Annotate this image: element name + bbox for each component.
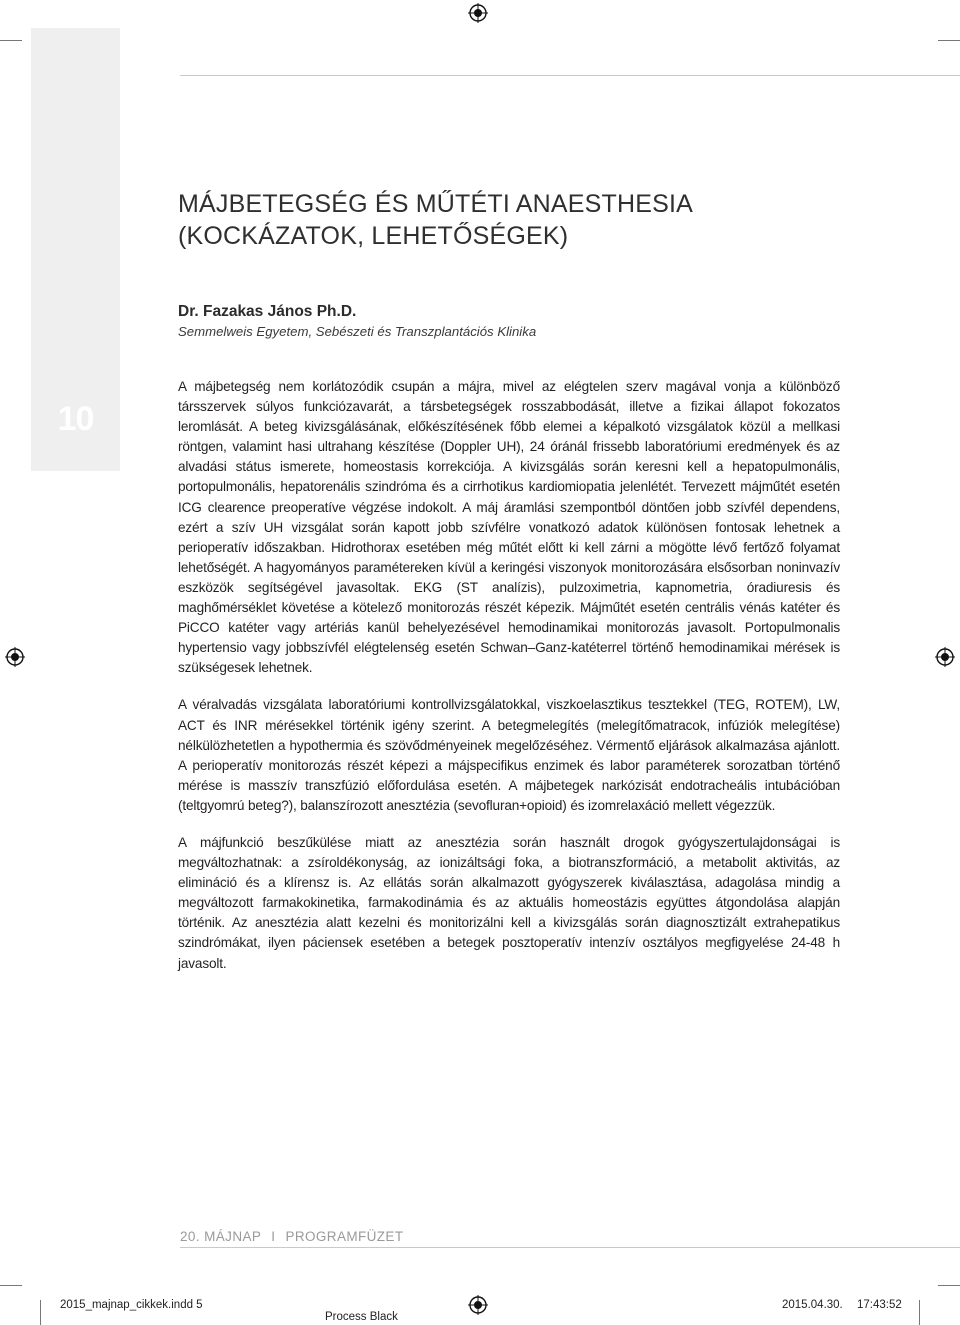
registration-mark-icon — [468, 1295, 488, 1315]
footer-rule — [180, 1247, 960, 1248]
footer-separator: I — [271, 1229, 276, 1244]
crop-mark — [0, 40, 22, 41]
title-line-1: MÁJBETEGSÉG ÉS MŰTÉTI ANAESTHESIA — [178, 190, 694, 218]
registration-mark-icon — [468, 3, 488, 23]
crop-mark — [0, 1285, 22, 1286]
footer-publication: PROGRAMFÜZET — [285, 1229, 404, 1244]
crop-mark — [919, 1300, 920, 1325]
registration-mark-icon — [5, 647, 25, 667]
crop-mark — [938, 1285, 960, 1286]
article-title — [178, 188, 878, 252]
author-affiliation: Semmelweis Egyetem, Sebészeti és Transzplantációs Klinika — [178, 324, 537, 339]
body-paragraph: A véralvadás vizsgálata laboratóriumi kontrollvizsgálatokkal, viszkoelasztikus tesztekkel (TEG, ROTEM), LW, ACT és INR mérésekkel történik igény szerint. A betegmelegítés (melegítőmatracok, infúziók melegítése) nélkülözhetetlen a hypothermia és szövődményeinek megelőzéséhez. Vérmentő eljárások alkalmazása ajánlott. A perioperatív monitorozás részét képezi a májspecifikus enzimek és labor paraméterek sorozatban történő mérése is masszív transzfúzió előfordulása esetén. A májbetegek narkózisát endotracheális intubációban (teltgyomrú beteg?), balanszírozott anesztézia (sevofluran+opioid) és izomrelaxáció mellett végezzük. — [178, 697, 840, 813]
crop-mark — [938, 40, 960, 41]
chapter-number: 10 — [57, 400, 94, 438]
slug-date: 2015.04.30. — [782, 1299, 843, 1311]
body-paragraph: A májbetegség nem korlátozódik csupán a májra, mivel az elégtelen szerv magával vonja a különböző társszervek súlyos funkciózavarát, a társbetegségek rosszabbodását, illetve a fizikai állapot fokozatos leromlását. A beteg kivizsgálásának, előkészítésének főbb elemei a képalkotó vizsgálatok közül a mellkasi röntgen, valamint hasi ultrahang készítése (Doppler UH), 24 óránál frissebb laboratóriumi eredmények és az alvadási státus ismerete, homeostasis korrekciója. A kivizsgálás során keresni kell a hepatopulmonális, portopulmonális, hepatorenális szindróma és a cirrhotikus kardiomiopatia jelenlétét. Tervezett májműtét esetén ICG clearence preoperatíve végzése indokolt. A máj áramlási szempontból döntően jobb szívfél dependens, ezért a szív UH vizsgálat során kapott jobb szívfélre vonatkozó adatok különösen fontosak lehetnek a perioperatív időszakban. Hidrothorax esetében még műtét előtt ki kell zárni a mögötte lévő fertőző folyamat lehetőségét. A hagyományos paramétereken kívül a keringési viszonyok monitorozására elsősorban noninvazív eszközök segítségével javasoltak. EKG (ST analízis), pulzoximetria, kapnometria, óradiuresis és maghőmérséklet követése a kötelező monitorozás részét képezik. Májműtét esetén centrális vénás katéter és PiCCO katéter vagy artériás kanül behelyezésével hemodinamikai monitorozás javasolt. Portopulmonalis hypertensio vagy jobbszívfél elégtelenség esetén Schwan–Ganz-katéterrel történő hemodinamikai mérések is szükségesek lehetnek. — [178, 379, 840, 676]
crop-mark — [40, 1300, 41, 1325]
body-paragraph: A májfunkció beszűkülése miatt az anesztézia során használt drogok gyógyszertulajdonságai is megváltozhatnak: a zsíroldékonyság, az ionizáltsági foka, a biotranszformáció, a metabolit aktivitás, az elimináció és a klírensz is. Az ellátás során alkalmazott gyógyszerek kiválasztása, adagolása mindig a megváltozott farmakokinetika, farmakodinámia és az aktuális homeostázis együttes átgondolása alapján történik. Az anesztézia alatt kezelni és monitorizálni kell a kivizsgálás során diagnosztizált extrahepatikus szindrómákat, ilyen páciensek esetében a betegek posztoperatív intenzív osztályos megfigyelése 24-48 h javasolt. — [178, 834, 840, 971]
page-footer — [180, 1229, 404, 1244]
footer-event: 20. MÁJNAP — [180, 1229, 262, 1244]
slug-filename: 2015_majnap_cikkek.indd 5 — [60, 1299, 203, 1311]
title-line-2: (KOCKÁZATOK, LEHETŐSÉGEK) — [178, 222, 569, 250]
article-body — [178, 377, 840, 974]
author-name: Dr. Fazakas János Ph.D. — [178, 303, 357, 320]
slug-color: Process Black — [325, 1311, 398, 1323]
registration-mark-icon — [935, 647, 955, 667]
slug-time: 17:43:52 — [857, 1299, 902, 1311]
header-rule — [180, 75, 960, 76]
